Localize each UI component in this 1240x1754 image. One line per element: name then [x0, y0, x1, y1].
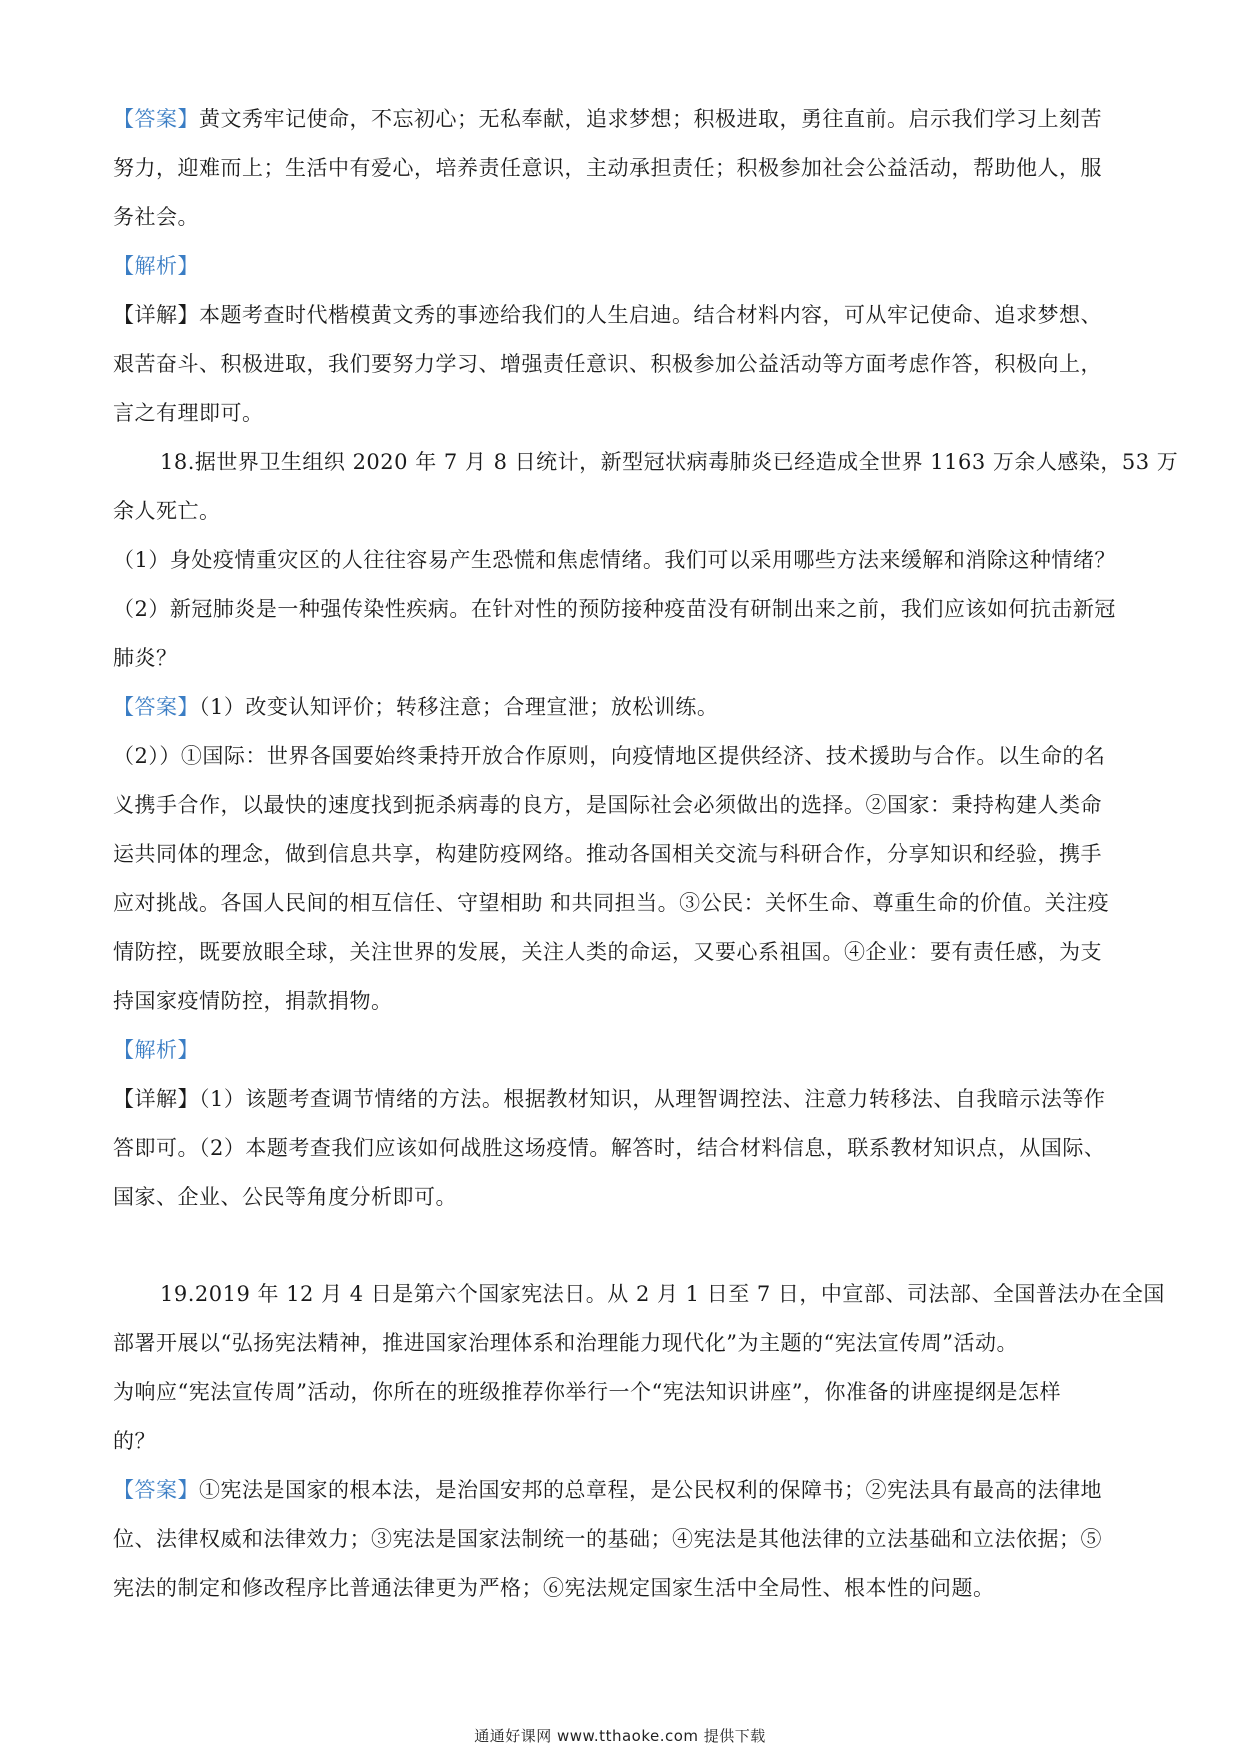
q19-stem-line-1: 19.2019 年 12 月 4 日是第六个国家宪法日。从 2 月 1 日至 7 日，中宣部、司法部、全国普法办在全国 [160, 1282, 1165, 1306]
q18-detail-line-3: 国家、企业、公民等角度分析即可。 [113, 1185, 457, 1209]
detail-text: 本题考查时代楷模黄文秀的事迹给我们的人生启迪。结合材料内容，可从牢记使命、追求梦想、 [199, 303, 1102, 327]
answer-label: 【答案】 [113, 107, 199, 131]
detail-label: 【详解】 [113, 303, 199, 327]
q18-answer-line-3: 义携手合作，以最快的速度找到扼杀病毒的良方，是国际社会必须做出的选择。②国家：秉持构建人类命 [113, 793, 1102, 817]
q18-answer-line-7: 持国家疫情防控，捐款捐物。 [113, 989, 393, 1013]
q18-stem-line-2: 余人死亡。 [113, 499, 221, 523]
q19-stem-line-4: 的？ [113, 1429, 156, 1453]
q17-answer-line-3: 务社会。 [113, 205, 199, 229]
q19-stem-line-2: 部署开展以“弘扬宪法精神，推进国家治理体系和治理能力现代化”为主题的“宪法宣传周”活动。 [113, 1331, 1018, 1355]
q17-answer-line-2: 努力，迎难而上；生活中有爱心，培养责任意识，主动承担责任；积极参加社会公益活动，帮助他人，服 [113, 156, 1102, 180]
q17-detail-line-3: 言之有理即可。 [113, 401, 264, 425]
q18-answer-line-5: 应对挑战。各国人民间的相互信任、守望相助 和共同担当。③公民：关怀生命、尊重生命的价值。关注疫 [113, 891, 1110, 915]
page-footer: 通通好课网 www.tthaoke.com 提供下载 [474, 1727, 766, 1745]
answer-label: 【答案】 [113, 1478, 199, 1502]
q18-sub-question-2-line-1: （2）新冠肺炎是一种强传染性疾病。在针对性的预防接种疫苗没有研制出来之前，我们应该如何抗击新冠 [113, 597, 1116, 621]
q18-sub-question-2-line-2: 肺炎？ [113, 646, 178, 670]
q18-stem-line-1: 18.据世界卫生组织 2020 年 7 月 8 日统计，新型冠状病毒肺炎已经造成全世界 1163 万余人感染，53 万 [160, 450, 1179, 474]
q18-detail-line-2: 答即可。（2）本题考查我们应该如何战胜这场疫情。解答时，结合材料信息，联系教材知识点，从国际、 [113, 1136, 1106, 1160]
answer-label: 【答案】 [113, 695, 199, 719]
detail-text: （1）该题考查调节情绪的方法。根据教材知识，从理智调控法、注意力转移法、自我暗示法等作 [199, 1087, 1106, 1111]
q19-answer-line-2: 位、法律权威和法律效力；③宪法是国家法制统一的基础；④宪法是其他法律的立法基础和立法依据；⑤ [113, 1527, 1102, 1551]
q17-detail-line-2: 艰苦奋斗、积极进取，我们要努力学习、增强责任意识、积极参加公益活动等方面考虑作答，积极向上， [113, 352, 1102, 376]
q18-answer-line-2: （2））①国际：世界各国要始终秉持开放合作原则，向疫情地区提供经济、技术援助与合作。以生命的名 [113, 744, 1106, 768]
analysis-label: 【解析】 [113, 254, 199, 278]
q18-sub-question-1: （1）身处疫情重灾区的人往往容易产生恐慌和焦虑情绪。我们可以采用哪些方法来缓解和消除这种情绪？ [113, 548, 1116, 572]
answer-text: ①宪法是国家的根本法，是治国安邦的总章程，是公民权利的保障书；②宪法具有最高的法律地 [199, 1478, 1102, 1502]
q18-answer-line-1 [113, 693, 718, 721]
analysis-label: 【解析】 [113, 1038, 199, 1062]
q18-answer-line-4: 运共同体的理念，做到信息共享，构建防疫网络。推动各国相关交流与科研合作，分享知识和经验，携手 [113, 842, 1102, 866]
q19-answer-line-1 [113, 1476, 1102, 1504]
detail-label: 【详解】 [113, 1087, 199, 1111]
q19-answer-line-3: 宪法的制定和修改程序比普通法律更为严格；⑥宪法规定国家生活中全局性、根本性的问题。 [113, 1576, 995, 1600]
answer-text: 黄文秀牢记使命，不忘初心；无私奉献，追求梦想；积极进取，勇往直前。启示我们学习上刻苦 [199, 107, 1102, 131]
q18-answer-line-6: 情防控，既要放眼全球，关注世界的发展，关注人类的命运，又要心系祖国。④企业：要有责任感，为支 [113, 940, 1102, 964]
q18-detail-line-1 [113, 1085, 1105, 1113]
q17-answer-line-1 [113, 105, 1102, 133]
answer-text: （1）改变认知评价；转移注意；合理宣泄；放松训练。 [199, 695, 719, 719]
q19-stem-line-3: 为响应“宪法宣传周”活动，你所在的班级推荐你举行一个“宪法知识讲座”，你准备的讲座提纲是怎样 [113, 1380, 1061, 1404]
q17-detail-line-1 [113, 301, 1102, 329]
